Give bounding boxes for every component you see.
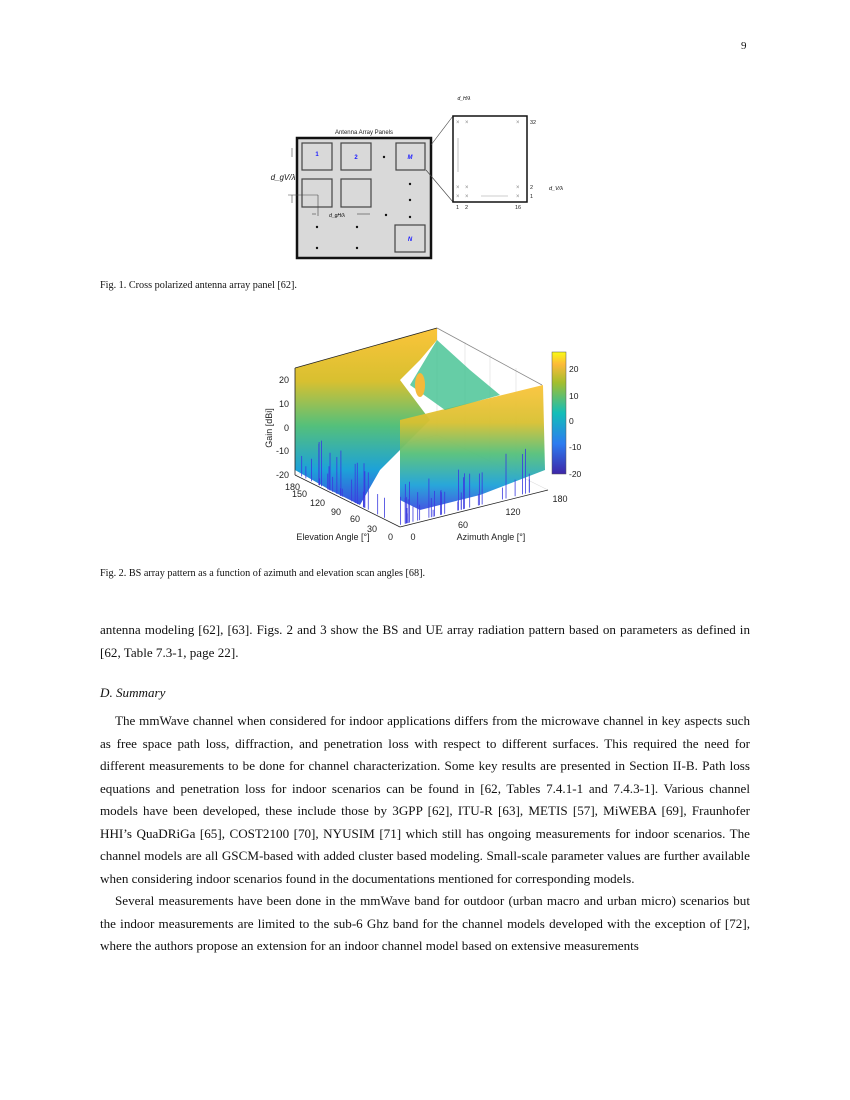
colorbar-tick: -20 bbox=[569, 469, 582, 479]
colorbar bbox=[552, 352, 566, 474]
surface-second-lobe bbox=[400, 385, 545, 510]
figure1-caption: Fig. 1. Cross polarized antenna array panel [62]. bbox=[100, 280, 297, 291]
x-tick: 180 bbox=[552, 494, 568, 504]
svg-text:×: × bbox=[456, 185, 460, 191]
svg-text:×: × bbox=[516, 185, 520, 191]
panel-label-1: 1 bbox=[315, 152, 319, 158]
svg-text:2: 2 bbox=[465, 205, 469, 211]
svg-text:×: × bbox=[456, 194, 460, 200]
z-tick: -20 bbox=[275, 470, 289, 480]
y-tick: 0 bbox=[387, 532, 393, 542]
z-tick: 20 bbox=[278, 375, 289, 385]
svg-text:2: 2 bbox=[530, 185, 534, 191]
panel-row2-1 bbox=[302, 179, 332, 207]
colorbar-tick: 0 bbox=[569, 416, 574, 426]
dgv-label: d_gV/λ bbox=[270, 173, 296, 182]
fig1-title: Antenna Array Panels bbox=[334, 130, 394, 136]
elevation-axis-label: Elevation Angle [°] bbox=[296, 532, 370, 542]
svg-text:×: × bbox=[465, 194, 469, 200]
svg-text:×: × bbox=[516, 120, 520, 126]
svg-text:×: × bbox=[516, 194, 520, 200]
page-number: 9 bbox=[741, 40, 747, 52]
x-tick: 120 bbox=[505, 507, 521, 517]
svg-text:1: 1 bbox=[530, 194, 534, 200]
svg-text:×: × bbox=[465, 185, 469, 191]
y-tick: 60 bbox=[349, 514, 360, 524]
panel-label-m: M bbox=[407, 155, 413, 161]
panel-label-2: 2 bbox=[354, 155, 358, 161]
dgh-label: d_gH/λ bbox=[329, 213, 345, 219]
panel-label-n: N bbox=[407, 237, 413, 243]
antenna-array-figure bbox=[268, 88, 570, 268]
y-tick: 30 bbox=[366, 524, 377, 534]
z-tick: 0 bbox=[283, 423, 289, 433]
x-tick: 60 bbox=[457, 520, 469, 530]
svg-text:16: 16 bbox=[515, 205, 522, 211]
panel-row2-2 bbox=[341, 179, 371, 207]
colorbar-tick: -10 bbox=[569, 442, 582, 452]
dh-label: d_H/λ bbox=[457, 96, 471, 102]
svg-text:×: × bbox=[465, 120, 469, 126]
svg-text:×: × bbox=[456, 120, 460, 126]
svg-text:32: 32 bbox=[530, 120, 537, 126]
dv-label: d_V/λ bbox=[548, 186, 564, 192]
azimuth-axis-label: Azimuth Angle [°] bbox=[456, 532, 526, 542]
array-pattern-surface-plot bbox=[262, 322, 582, 547]
paragraph-summary: The mmWave channel when considered for indoor applications differs from the microwave channel in key aspects such as free space path loss, diffraction, and penetration loss with respect to different surfaces. This required the need for different measurements to be done for channel characterization. Some key results are presented in Section II-B. Path loss equations and penetration loss for indoor scenarios can be found in [62, Tables 7.4.1-1 and 7.4.3-1]. Various channel models have been developed, these include those by 3GPP [62], ITU-R [63], METIS [57], MiWEBA [69], Fraunhofer HHI’s QuaDRiGa [65], COST2100 [70], NYUSIM [71] which still has ongoing measurements for indoor scenarios. The channel models are all GSCM-based with added cluster based modeling. Small-scale parameter values are further available when considering indoor scenarios found in the documentations mentioned for corresponding models. bbox=[100, 713, 750, 886]
gain-axis-label: Gain [dBi] bbox=[264, 408, 274, 448]
svg-text:1: 1 bbox=[456, 205, 460, 211]
figure2-caption: Fig. 2. BS array pattern as a function of azimuth and elevation scan angles [68]. bbox=[100, 568, 426, 579]
colorbar-tick: 10 bbox=[569, 391, 579, 401]
paragraph-intro: antenna modeling [62], [63]. Figs. 2 and 3 show the BS and UE array radiation pattern based on parameters as defined in [62, Table 7.3-1, page 22]. bbox=[100, 622, 750, 660]
x-tick: 0 bbox=[410, 532, 416, 542]
y-tick: 90 bbox=[330, 507, 341, 517]
z-tick: -10 bbox=[275, 446, 289, 456]
section-heading: D. Summary bbox=[100, 685, 166, 700]
y-tick: 120 bbox=[309, 498, 325, 508]
z-tick: 10 bbox=[278, 399, 289, 409]
y-tick: 180 bbox=[284, 482, 300, 492]
colorbar-tick: 20 bbox=[569, 364, 579, 374]
paragraph-measurements: Several measurements have been done in the mmWave band for outdoor (urban macro and urban micro) scenarios but the indoor measurements are limited to the sub-6 Ghz band for the channel models developed with the exception of [72], where the authors propose an extension for an indoor channel model based on extensive measurements bbox=[100, 893, 750, 953]
surface-peak bbox=[415, 373, 425, 397]
y-tick: 150 bbox=[291, 489, 307, 499]
